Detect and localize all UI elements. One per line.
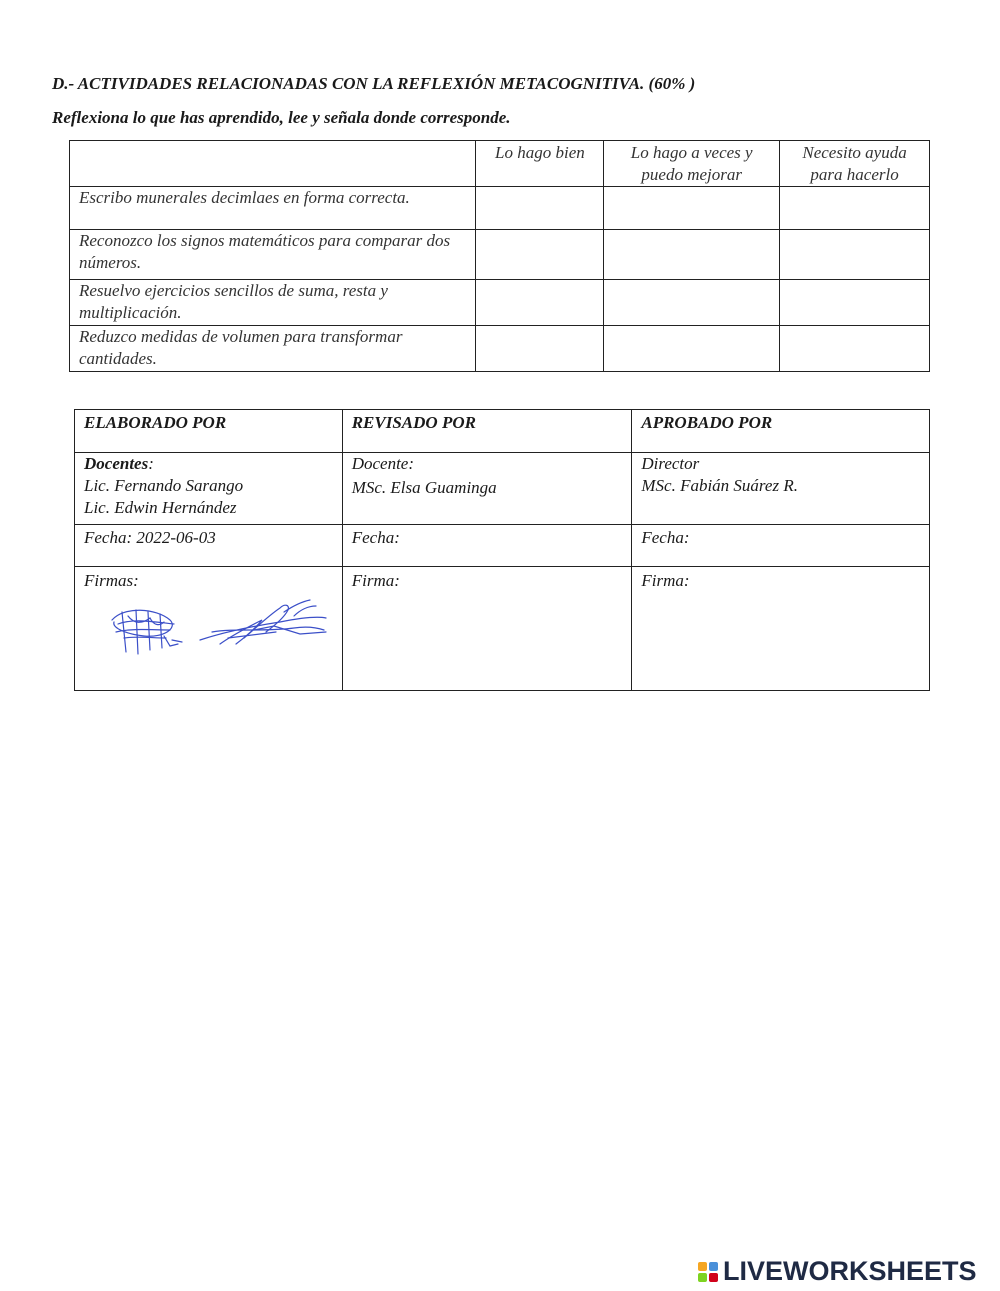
statement-cell: Resuelvo ejercicios sencillos de suma, resta y multiplicación. xyxy=(70,280,476,326)
elaborado-role-colon: : xyxy=(148,454,154,473)
statement-cell: Reconozco los signos matemáticos para comparar dos números. xyxy=(70,230,476,280)
elaborado-cell xyxy=(75,453,343,525)
answer-cell-bien[interactable] xyxy=(476,230,604,280)
statement-cell: Escribo munerales decimlaes en forma correcta. xyxy=(70,187,476,230)
answer-cell-ayuda[interactable] xyxy=(780,280,930,326)
approval-header-row xyxy=(75,410,930,453)
table-row xyxy=(70,280,930,326)
fecha-aprobado: Fecha: xyxy=(632,525,930,567)
header-elaborado: ELABORADO POR xyxy=(75,410,343,453)
logo-blocks-icon xyxy=(698,1262,718,1282)
firmas-label: Firmas: xyxy=(84,571,139,590)
section-heading: D.- ACTIVIDADES RELACIONADAS CON LA REFLEXIÓN METACOGNITIVA. (60% ) xyxy=(52,74,696,93)
brand-text: LIVEWORKSHEETS xyxy=(723,1256,977,1286)
handwritten-signatures xyxy=(104,598,334,664)
revisado-cell xyxy=(342,453,632,525)
aprobado-name: MSc. Fabián Suárez R. xyxy=(641,476,798,495)
table-row xyxy=(70,230,930,280)
answer-cell-ayuda[interactable] xyxy=(780,326,930,372)
answer-cell-bien[interactable] xyxy=(476,326,604,372)
elaborado-role: Docentes xyxy=(84,454,149,473)
signature-row xyxy=(75,567,930,691)
date-row xyxy=(75,525,930,567)
firma-revisado: Firma: xyxy=(342,567,632,691)
firma-aprobado: Firma: xyxy=(632,567,930,691)
logo-block xyxy=(698,1262,707,1271)
answer-cell-a-veces[interactable] xyxy=(604,230,780,280)
table-row xyxy=(70,187,930,230)
header-lo-hago-bien: Lo hago bien xyxy=(476,141,604,187)
liveworksheets-logo xyxy=(698,1256,977,1287)
fecha-elaborado: Fecha: 2022-06-03 xyxy=(75,525,343,567)
revisado-role: Docente: xyxy=(351,454,415,473)
aprobado-role: Director xyxy=(641,454,700,473)
answer-cell-ayuda[interactable] xyxy=(780,187,930,230)
logo-block xyxy=(709,1262,718,1271)
aprobado-cell xyxy=(632,453,930,525)
reflection-table xyxy=(69,140,930,372)
header-necesito-ayuda: Necesito ayuda para hacerlo xyxy=(780,141,930,187)
statement-cell: Reduzco medidas de volumen para transformar cantidades. xyxy=(70,326,476,372)
logo-block xyxy=(698,1273,707,1282)
header-a-veces: Lo hago a veces y puedo mejorar xyxy=(604,141,780,187)
revisado-name: MSc. Elsa Guaminga xyxy=(351,478,497,497)
header-aprobado: APROBADO POR xyxy=(632,410,930,453)
elaborado-name: Lic. Edwin Hernández xyxy=(84,498,237,517)
names-row xyxy=(75,453,930,525)
header-revisado: REVISADO POR xyxy=(342,410,632,453)
table-row xyxy=(70,326,930,372)
header-statement xyxy=(70,141,476,187)
answer-cell-a-veces[interactable] xyxy=(604,187,780,230)
answer-cell-bien[interactable] xyxy=(476,280,604,326)
firmas-elaborado-cell xyxy=(75,567,343,691)
reflection-header-row xyxy=(70,141,930,187)
answer-cell-bien[interactable] xyxy=(476,187,604,230)
approval-table xyxy=(74,409,930,691)
answer-cell-ayuda[interactable] xyxy=(780,230,930,280)
logo-block xyxy=(709,1273,718,1282)
instruction-text: Reflexiona lo que has aprendido, lee y señala donde corresponde. xyxy=(52,108,511,127)
fecha-revisado: Fecha: xyxy=(342,525,632,567)
elaborado-name: Lic. Fernando Sarango xyxy=(84,476,244,495)
answer-cell-a-veces[interactable] xyxy=(604,326,780,372)
answer-cell-a-veces[interactable] xyxy=(604,280,780,326)
